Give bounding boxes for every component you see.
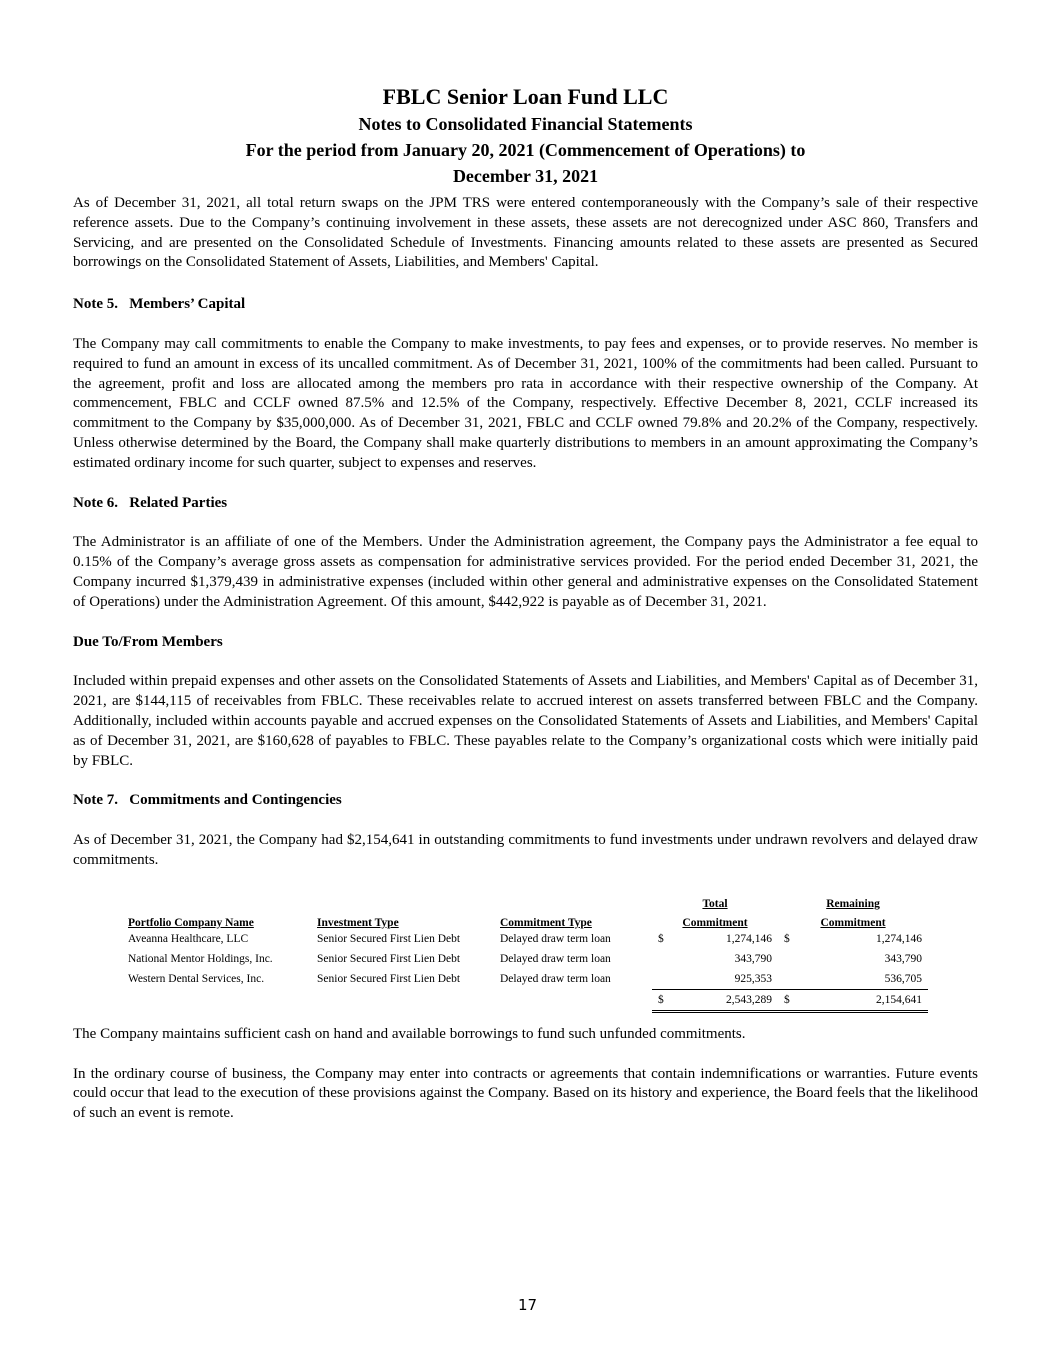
period-line-2: December 31, 2021 bbox=[452, 166, 599, 186]
note6-paragraph: The Administrator is an affiliate of one of the Members. Under the Administration agreement, the Company pays the Administrator a fee equal to 0.15% of the Company’s average gross assets as compensation for administrative services provided. For the period ended December 31, 2021, the Company incurred $1,379,439 in administrative expenses (included within other general and administrative expenses on the Consolidated Statement of Operations) under the Administration Agreement. Of this amount, $442,922 is payable as of December 31, 2021. bbox=[73, 534, 978, 610]
currency-symbol: $ bbox=[784, 932, 790, 945]
remaining-commitment-cell: 343,790 bbox=[884, 952, 923, 965]
company-cell: Western Dental Services, Inc. bbox=[128, 972, 265, 985]
commitment-type-cell: Delayed draw term loan bbox=[500, 932, 611, 945]
investment-type-header: Investment Type bbox=[317, 916, 399, 929]
remaining-commitment-sum: 2,154,641 bbox=[806, 989, 928, 1011]
remaining-commitment-cell: 536,705 bbox=[884, 972, 923, 985]
remaining-header-top: Remaining bbox=[826, 897, 880, 910]
document-subtitle: Notes to Consolidated Financial Statements bbox=[358, 114, 693, 134]
remaining-header-bottom: Commitment bbox=[820, 916, 886, 929]
currency-symbol: $ bbox=[652, 989, 672, 1011]
table-row bbox=[128, 949, 928, 969]
company-name-header: Portfolio Company Name bbox=[128, 916, 254, 929]
table-row bbox=[128, 929, 928, 949]
note5-paragraph: The Company may call commitments to enable the Company to make investments, to pay fees and expenses, or to provide reserves. No member is required to fund an amount in excess of its uncalled commitment. As of December 31, 2021, 100% of the commitments had been called. Pursuant to the agreement, profit and loss are allocated among the members pro rata in accordance with their respective ownership of the Company. At commencement, FBLC and CCLF owned 87.5% and 12.5% of the Company, respectively. Effective December 8, 2021, CCLF increased its commitment to the Company by $35,000,000. As of December 31, 2021, FBLC and CCLF owned 79.8% and 20.2% of the Company, respectively. Unless otherwise determined by the Board, the Company shall make quarterly distributions to members in an amount approximating the Company’s estimated ordinary income for such quarter, subject to expenses and reserves. bbox=[73, 335, 978, 471]
total-commitment-cell: 925,353 bbox=[734, 972, 773, 985]
note7-heading: Note 7. Commitments and Contingencies bbox=[73, 792, 342, 809]
total-commitment-cell: 1,274,146 bbox=[726, 932, 773, 945]
total-header-bottom: Commitment bbox=[682, 916, 748, 929]
currency-symbol: $ bbox=[658, 932, 664, 945]
commitment-type-cell: Delayed draw term loan bbox=[500, 952, 611, 965]
due-to-from-members-paragraph: Included within prepaid expenses and other assets on the Consolidated Statements of Assets and Liabilities, and Members' Capital as of December 31, 2021, are $144,115 of receivables from FBLC. These receivables relate to accrued interest on assets transferred between FBLC and the Company. Additionally, included within accounts payable and accrued expenses on the Consolidated Statements of Assets and Liabilities, and Members' Capital as of December 31, 2021, are $160,628 of payables to FBLC. These payables relate to the Company’s organizational costs which were initially paid by FBLC. bbox=[73, 673, 978, 769]
total-commitment-cell: 343,790 bbox=[734, 952, 773, 965]
period-line-1: For the period from January 20, 2021 (Commencement of Operations) to bbox=[245, 140, 806, 160]
after-table-paragraph-2: In the ordinary course of business, the Company may enter into contracts or agreements that contain indemnifications or warranties. Future events could occur that lead to the execution of these provisions against the Company. Based on its history and experience, the Board feels that the likelihood of such an event is remote. bbox=[73, 1065, 978, 1122]
company-title: FBLC Senior Loan Fund LLC bbox=[382, 84, 669, 109]
investment-type-cell: Senior Secured First Lien Debt bbox=[317, 972, 461, 985]
company-cell: National Mentor Holdings, Inc. bbox=[128, 952, 273, 965]
document-header bbox=[73, 82, 978, 189]
remaining-commitment-cell: 1,274,146 bbox=[876, 932, 923, 945]
commitments-table bbox=[128, 893, 928, 1013]
commitment-type-cell: Delayed draw term loan bbox=[500, 972, 611, 985]
due-to-from-members-heading: Due To/From Members bbox=[73, 633, 223, 650]
document-page bbox=[73, 82, 978, 1124]
note5-heading: Note 5. Members’ Capital bbox=[73, 296, 246, 313]
total-commitment-sum: 2,543,289 bbox=[672, 989, 778, 1011]
after-table-paragraph-1: The Company maintains sufficient cash on hand and available borrowings to fund such unfunded commitments. bbox=[73, 1025, 746, 1042]
page-number: 17 bbox=[517, 1296, 538, 1314]
company-cell: Aveanna Healthcare, LLC bbox=[128, 932, 249, 945]
totals-row bbox=[128, 989, 928, 1011]
investment-type-cell: Senior Secured First Lien Debt bbox=[317, 932, 461, 945]
intro-paragraph: As of December 31, 2021, all total return swaps on the JPM TRS were entered contemporaneously with the Company’s sale of their respective reference assets. Due to the Company’s continuing involvement in these assets, these assets are not derecognized under ASC 860, Transfers and Servicing, and are presented on the Consolidated Schedule of Investments. Financing amounts related to these assets are presented as Secured borrowings on the Consolidated Statement of Assets, Liabilities, and Members' Capital. bbox=[73, 195, 978, 271]
total-header-top: Total bbox=[702, 897, 728, 910]
commitment-type-header: Commitment Type bbox=[500, 916, 592, 929]
currency-symbol: $ bbox=[778, 989, 806, 1011]
commitments-table-wrapper bbox=[73, 893, 978, 1025]
investment-type-cell: Senior Secured First Lien Debt bbox=[317, 952, 461, 965]
note6-heading: Note 6. Related Parties bbox=[73, 494, 228, 511]
note7-paragraph: As of December 31, 2021, the Company had $2,154,641 in outstanding commitments to fund investments under undrawn revolvers and delayed draw commitments. bbox=[73, 832, 978, 868]
table-row bbox=[128, 969, 928, 990]
